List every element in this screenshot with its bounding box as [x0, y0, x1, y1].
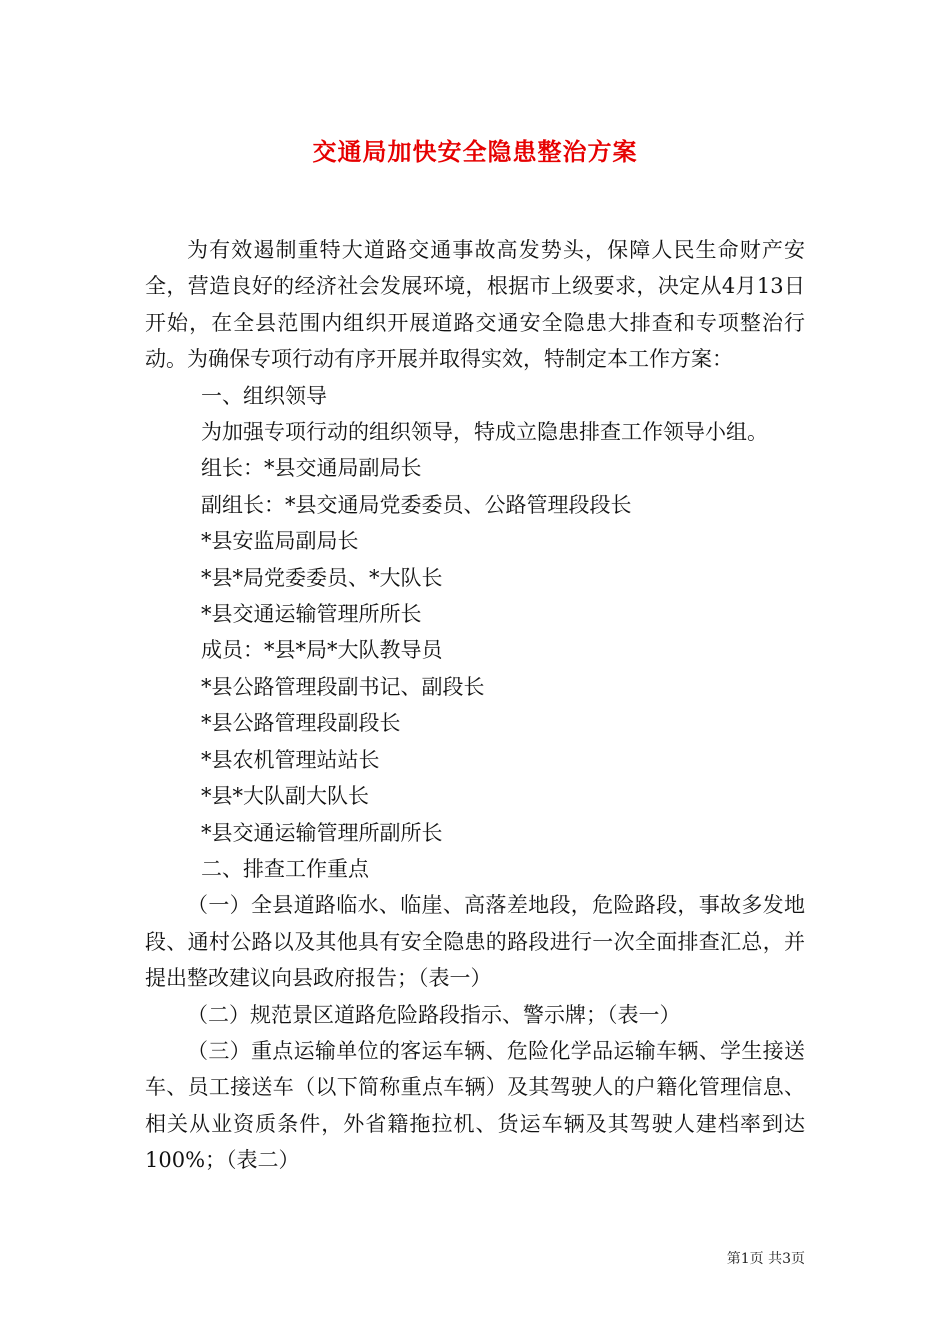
paragraph: （三）重点运输单位的客运车辆、危险化学品运输车辆、学生接送车、员工接送车（以下简称重点车辆）及其驾驶人的户籍化管理信息、相关从业资质条件，外省籍拖拉机、货运车辆及其驾驶人建档率到达100%；（表二）	[145, 1038, 805, 1173]
document-title: 交通局加快安全隐患整治方案	[312, 138, 638, 166]
list-item: *县交通运输管理所所长	[201, 602, 422, 627]
paragraph: 为加强专项行动的组织领导，特成立隐患排查工作领导小组。	[201, 420, 768, 445]
list-item: 组长：*县交通局副局长	[201, 456, 422, 481]
list-item: 成员：*县*局*大队教导员	[201, 638, 443, 663]
list-item: *县*局党委委员、*大队长	[201, 565, 443, 590]
list-item: 副组长：*县交通局党委委员、公路管理段段长	[201, 492, 632, 517]
list-item: *县*大队副大队长	[201, 784, 369, 809]
list-item: *县公路管理段副段长	[201, 711, 401, 736]
list-item: *县公路管理段副书记、副段长	[201, 674, 485, 699]
list-item: *县交通运输管理所副所长	[201, 820, 443, 845]
section-heading-1: 一、组织领导	[201, 383, 327, 408]
list-item: *县安监局副局长	[201, 529, 359, 554]
page-number: 第1页 共3页	[726, 1251, 805, 1267]
paragraph: （二）规范景区道路危险路段指示、警示牌；（表一）	[187, 1002, 681, 1027]
list-item: *县农机管理站站长	[201, 747, 380, 772]
section-heading-2: 二、排查工作重点	[201, 856, 369, 881]
document-body	[145, 232, 805, 1179]
paragraph: （一）全县道路临水、临崖、高落差地段，危险路段，事故多发地段、通村公路以及其他具有安全隐患的路段进行一次全面排查汇总，并提出整改建议向县政府报告；（表一）	[145, 893, 805, 991]
paragraph-intro: 为有效遏制重特大道路交通事故高发势头，保障人民生命财产安全，营造良好的经济社会发展环境，根据市上级要求，决定从4月13日开始，在全县范围内组织开展道路交通安全隐患大排查和专项整治行动。为确保专项行动有序开展并取得实效，特制定本工作方案：	[145, 238, 805, 372]
